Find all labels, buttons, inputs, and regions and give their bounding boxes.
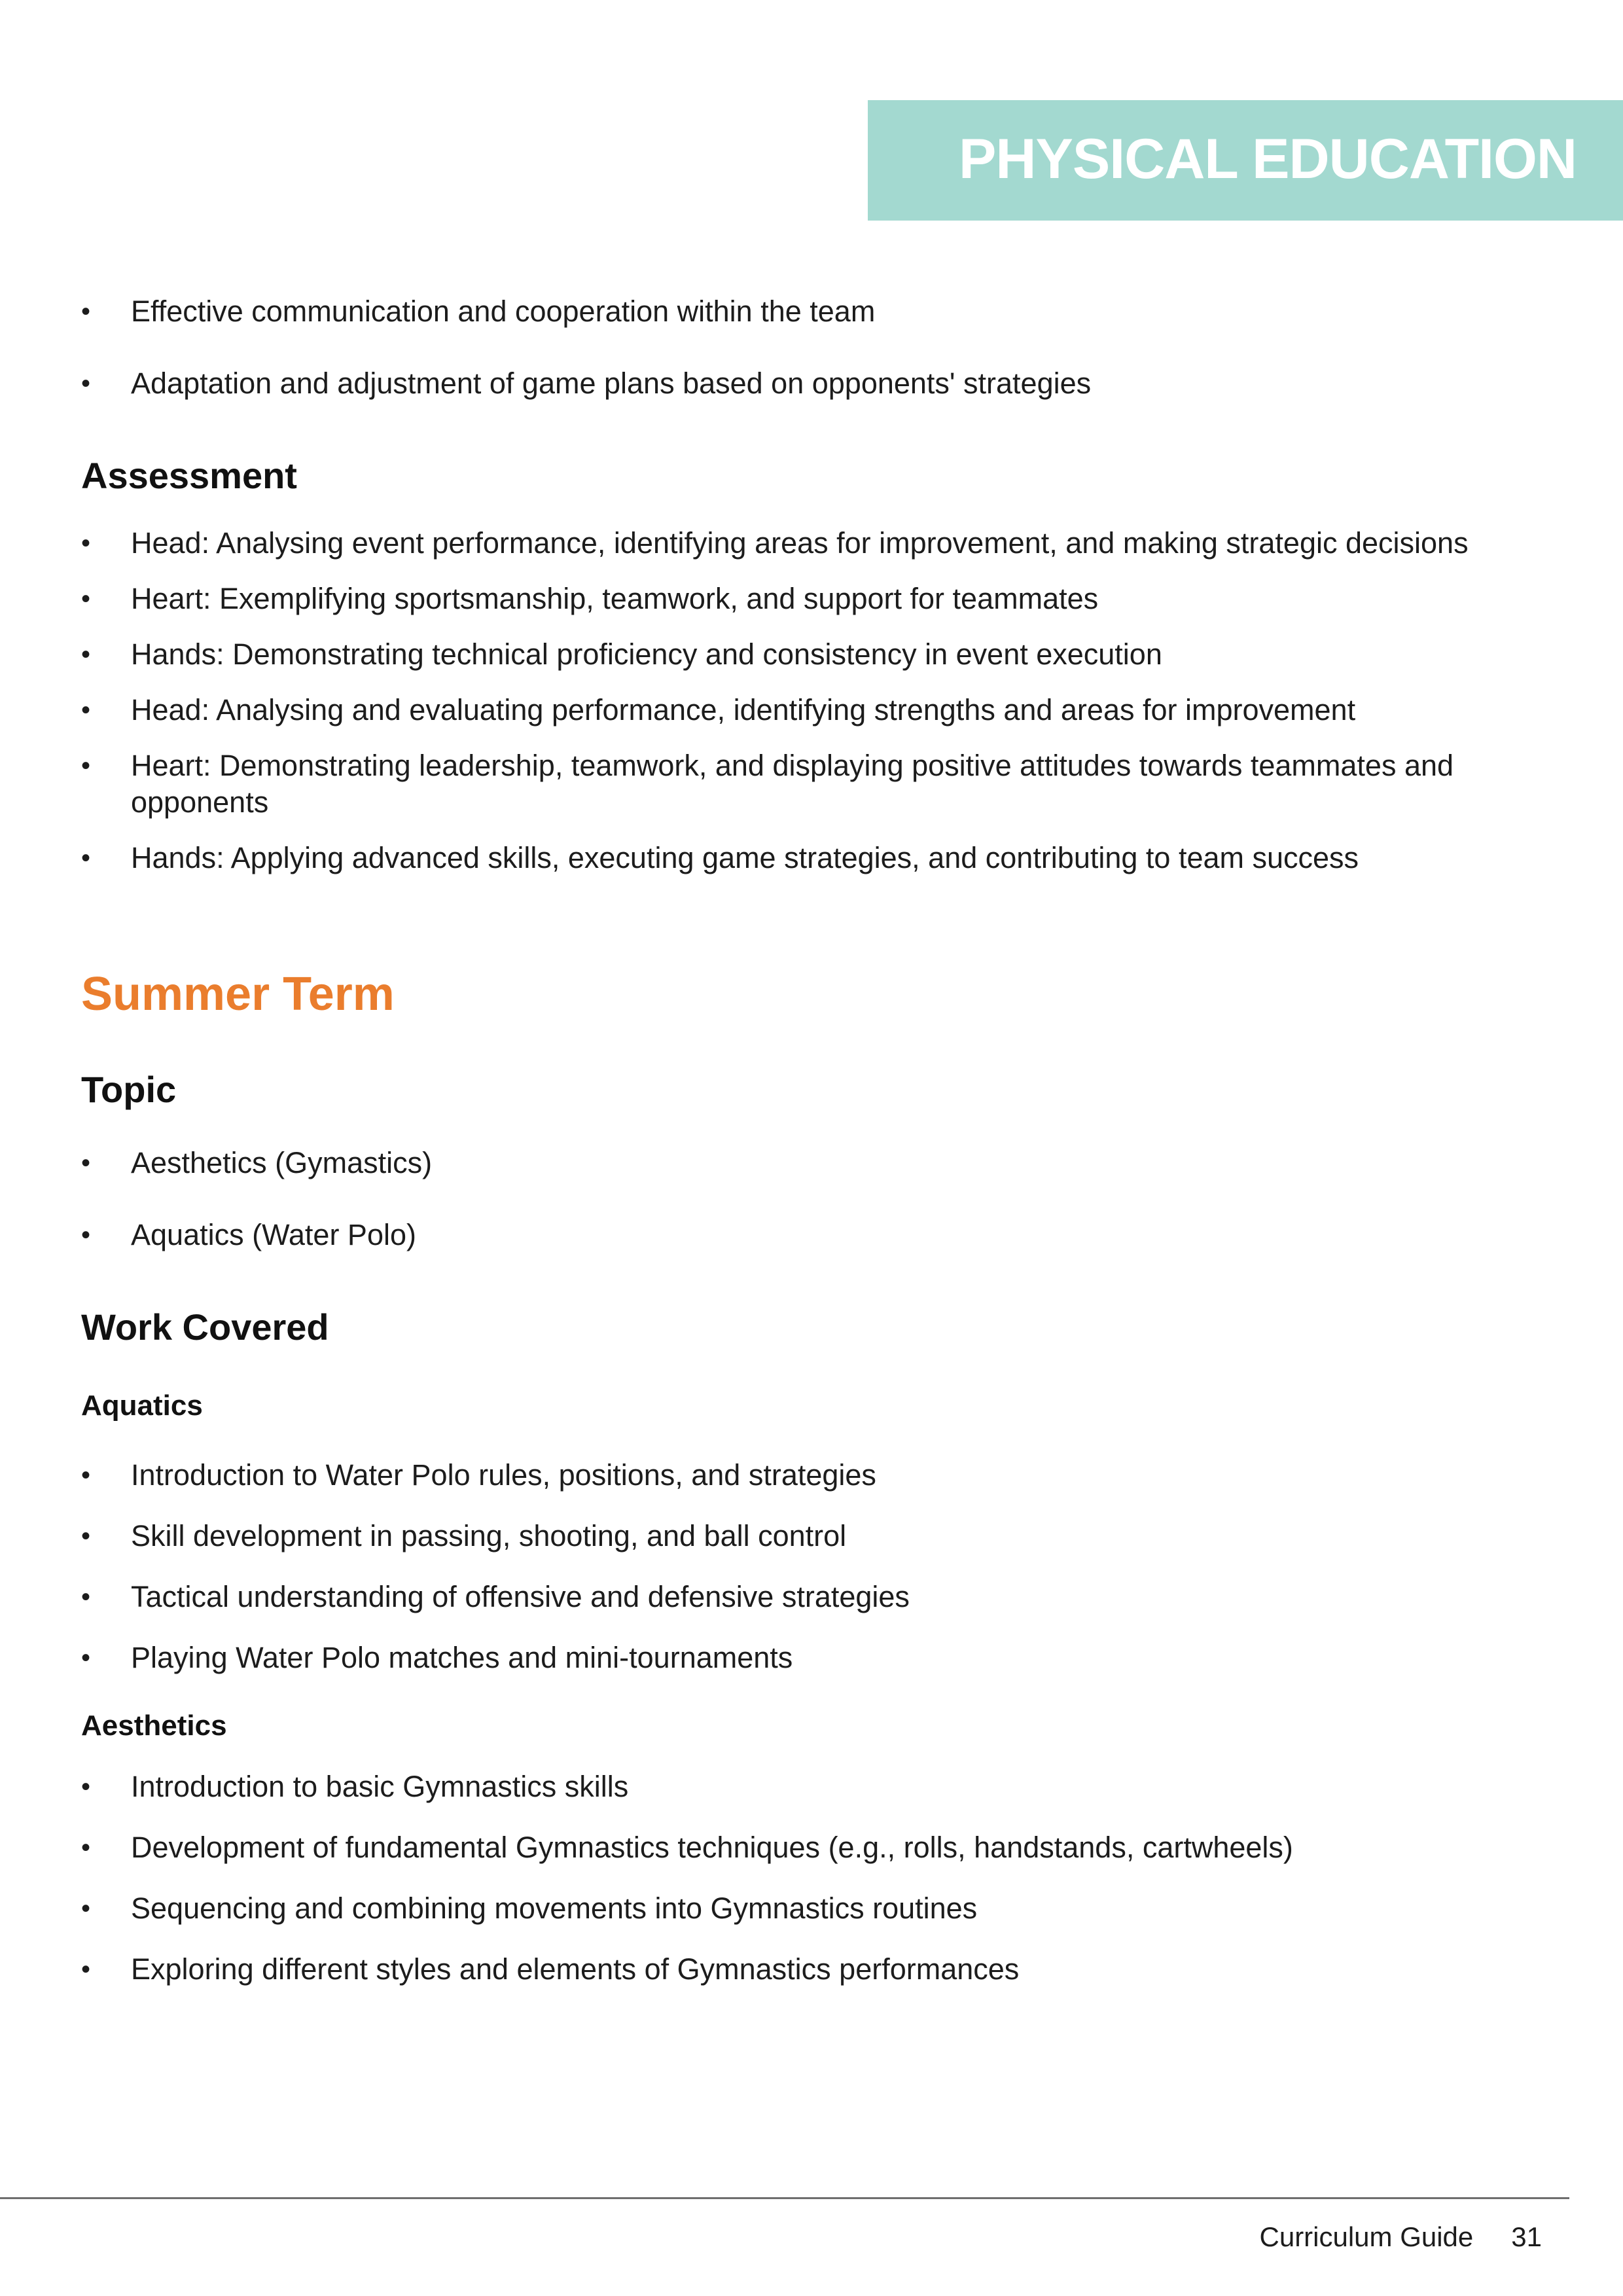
intro-list: [81, 293, 1547, 402]
page-footer: [1260, 2220, 1543, 2254]
list-item: • Playing Water Polo matches and mini-tournaments: [81, 1640, 1547, 1676]
list-item: • Tactical understanding of offensive and defensive strategies: [81, 1579, 1547, 1615]
list-item: • Exploring different styles and elements of Gymnastics performances: [81, 1951, 1547, 1988]
assessment-heading: Assessment: [81, 455, 297, 496]
list-item: • Heart: Exemplifying sportsmanship, teamwork, and support for teammates: [81, 581, 1547, 617]
aesthetics-heading: Aesthetics: [81, 1710, 227, 1742]
aquatics-subsection: [81, 1388, 1547, 1424]
work-covered-heading: Work Covered: [81, 1306, 329, 1348]
list-item: • Head: Analysing and evaluating performance, identifying strengths and areas for improvement: [81, 692, 1547, 728]
assessment-section: [81, 453, 1547, 499]
aquatics-list-block: [81, 1457, 1547, 1676]
aesthetics-subsection: [81, 1708, 1547, 1744]
list-item: • Skill development in passing, shooting, and ball control: [81, 1518, 1547, 1554]
list-item: • Hands: Demonstrating technical proficiency and consistency in event execution: [81, 636, 1547, 673]
list-item: • Hands: Applying advanced skills, executing game strategies, and contributing to team success: [81, 840, 1547, 876]
work-covered-section: [81, 1304, 1547, 1350]
list-item: • Sequencing and combining movements into Gymnastics routines: [81, 1890, 1547, 1927]
list-item: • Introduction to Water Polo rules, positions, and strategies: [81, 1457, 1547, 1494]
summer-term-section: [81, 966, 1547, 1022]
list-item: • Heart: Demonstrating leadership, teamwork, and displaying positive attitudes towards teammates and opponents: [81, 747, 1547, 821]
list-item: • Aquatics (Water Polo): [81, 1217, 1547, 1253]
summer-term-heading: Summer Term: [81, 968, 395, 1020]
list-item: • Introduction to basic Gymnastics skills: [81, 1768, 1547, 1805]
aquatics-heading: Aquatics: [81, 1390, 203, 1422]
topic-section: [81, 1067, 1547, 1113]
list-item: • Development of fundamental Gymnastics techniques (e.g., rolls, handstands, cartwheels): [81, 1829, 1547, 1866]
aesthetics-list: [81, 1768, 1547, 1988]
list-item: • Effective communication and cooperation within the team: [81, 293, 1547, 330]
footer-label: Curriculum Guide: [1259, 2221, 1474, 2252]
page-number: 31: [1511, 2221, 1542, 2252]
assessment-list-block: [81, 525, 1547, 876]
assessment-list: [81, 525, 1547, 876]
topic-list: [81, 1145, 1547, 1253]
section-banner: [868, 100, 1623, 221]
list-item: • Adaptation and adjustment of game plans based on opponents' strategies: [81, 365, 1547, 402]
aesthetics-list-block: [81, 1768, 1547, 1988]
list-item: • Head: Analysing event performance, identifying areas for improvement, and making strategic decisions: [81, 525, 1547, 562]
list-item: • Aesthetics (Gymastics): [81, 1145, 1547, 1181]
intro-list-block: [81, 293, 1547, 402]
topic-list-block: [81, 1145, 1547, 1253]
banner-title: PHYSICAL EDUCATION: [959, 128, 1577, 190]
aquatics-list: [81, 1457, 1547, 1676]
footer-divider: [0, 2197, 1569, 2199]
topic-heading: Topic: [81, 1069, 177, 1110]
